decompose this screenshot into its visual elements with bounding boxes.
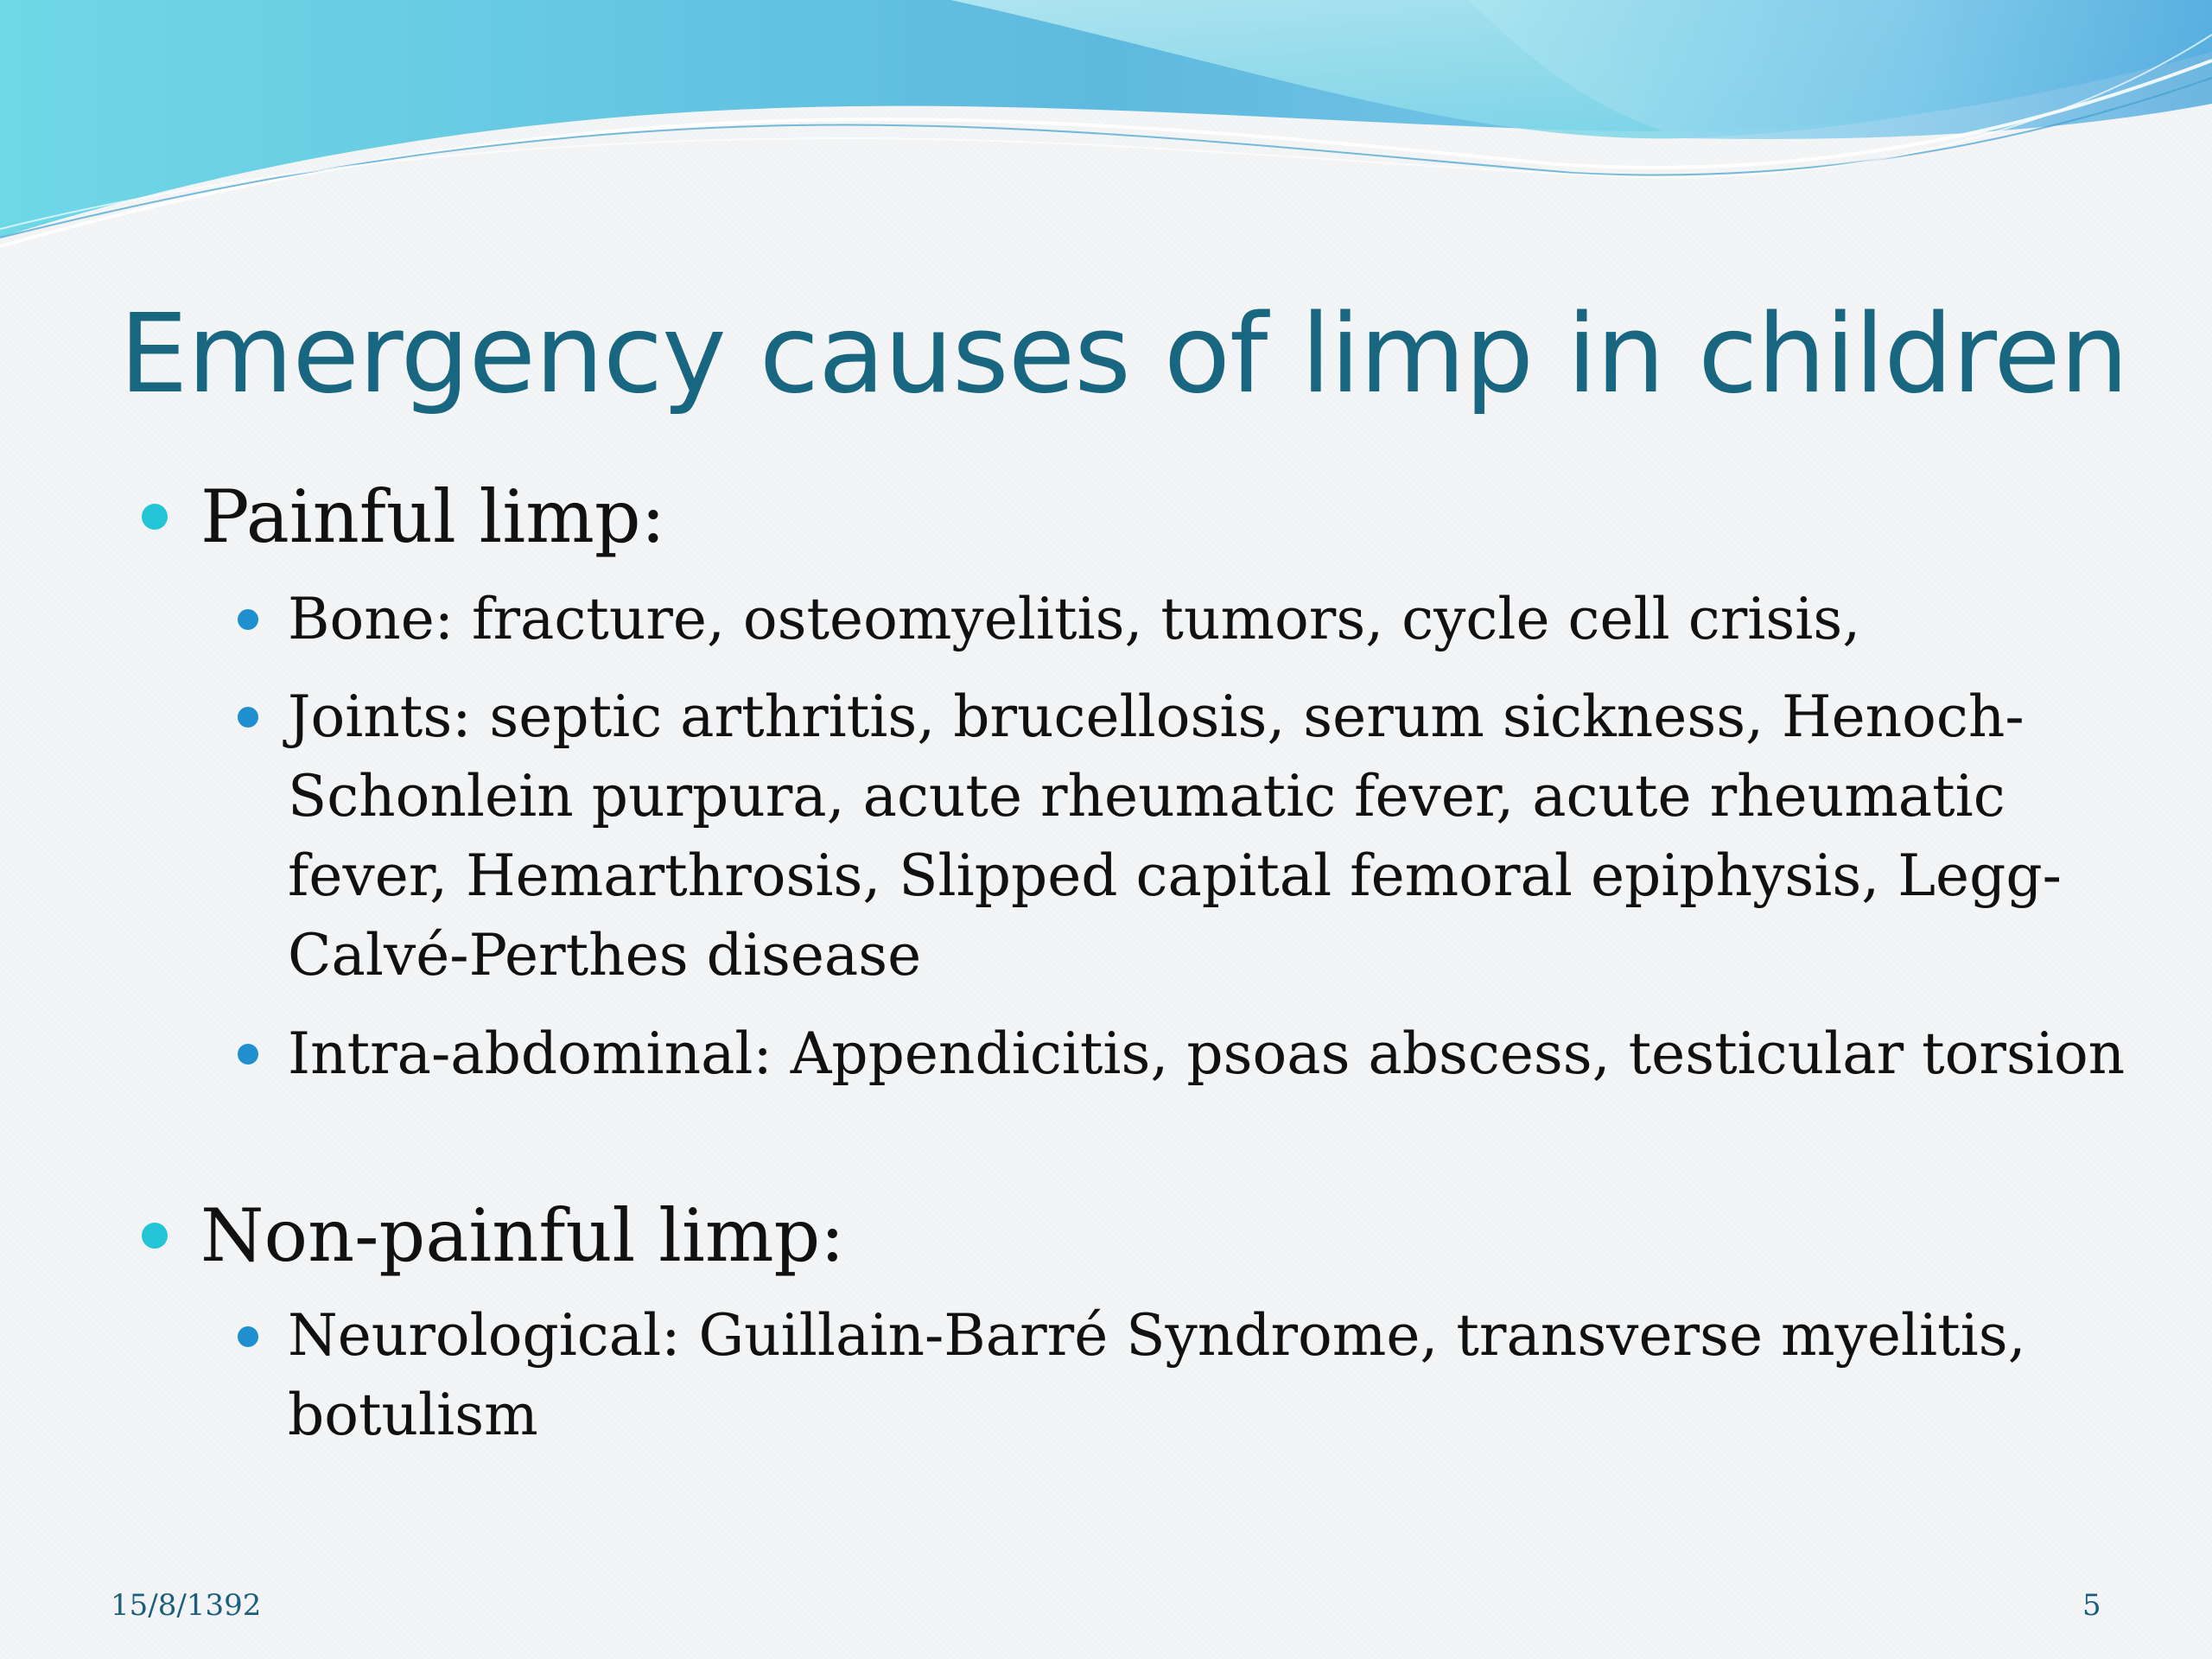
bullet-icon xyxy=(238,707,258,728)
bullet-icon xyxy=(238,1326,258,1347)
section-heading-non-painful-limp: Non-painful limp: xyxy=(200,1193,845,1278)
slide-title: Emergency causes of limp in children xyxy=(119,290,2128,417)
section-heading-painful-limp: Painful limp: xyxy=(200,474,666,559)
bullet-icon xyxy=(142,504,168,530)
footer-date: 15/8/1392 xyxy=(111,1588,262,1623)
bullet-icon xyxy=(238,1044,258,1065)
bullet-icon xyxy=(238,609,258,630)
bullet-icon xyxy=(142,1223,168,1249)
list-item-bone: Bone: fracture, osteomyelitis, tumors, cycle cell crisis, xyxy=(288,586,1861,652)
list-item-joints: Joints: septic arthritis, brucellosis, serum sickness, Henoch-Schonlein purpura, acute rheumatic fever, acute rheumatic fever, Hemarthrosis, Slipped capital femoral epiphysis, Legg-Calvé-Perthes disease xyxy=(288,683,2062,988)
page-number: 5 xyxy=(2082,1588,2101,1623)
list-item-intra-abdominal: Intra-abdominal: Appendicitis, psoas abscess, testicular torsion xyxy=(288,1020,2126,1087)
list-item-neurological: Neurological: Guillain-Barré Syndrome, transverse myelitis, botulism xyxy=(288,1302,2026,1448)
